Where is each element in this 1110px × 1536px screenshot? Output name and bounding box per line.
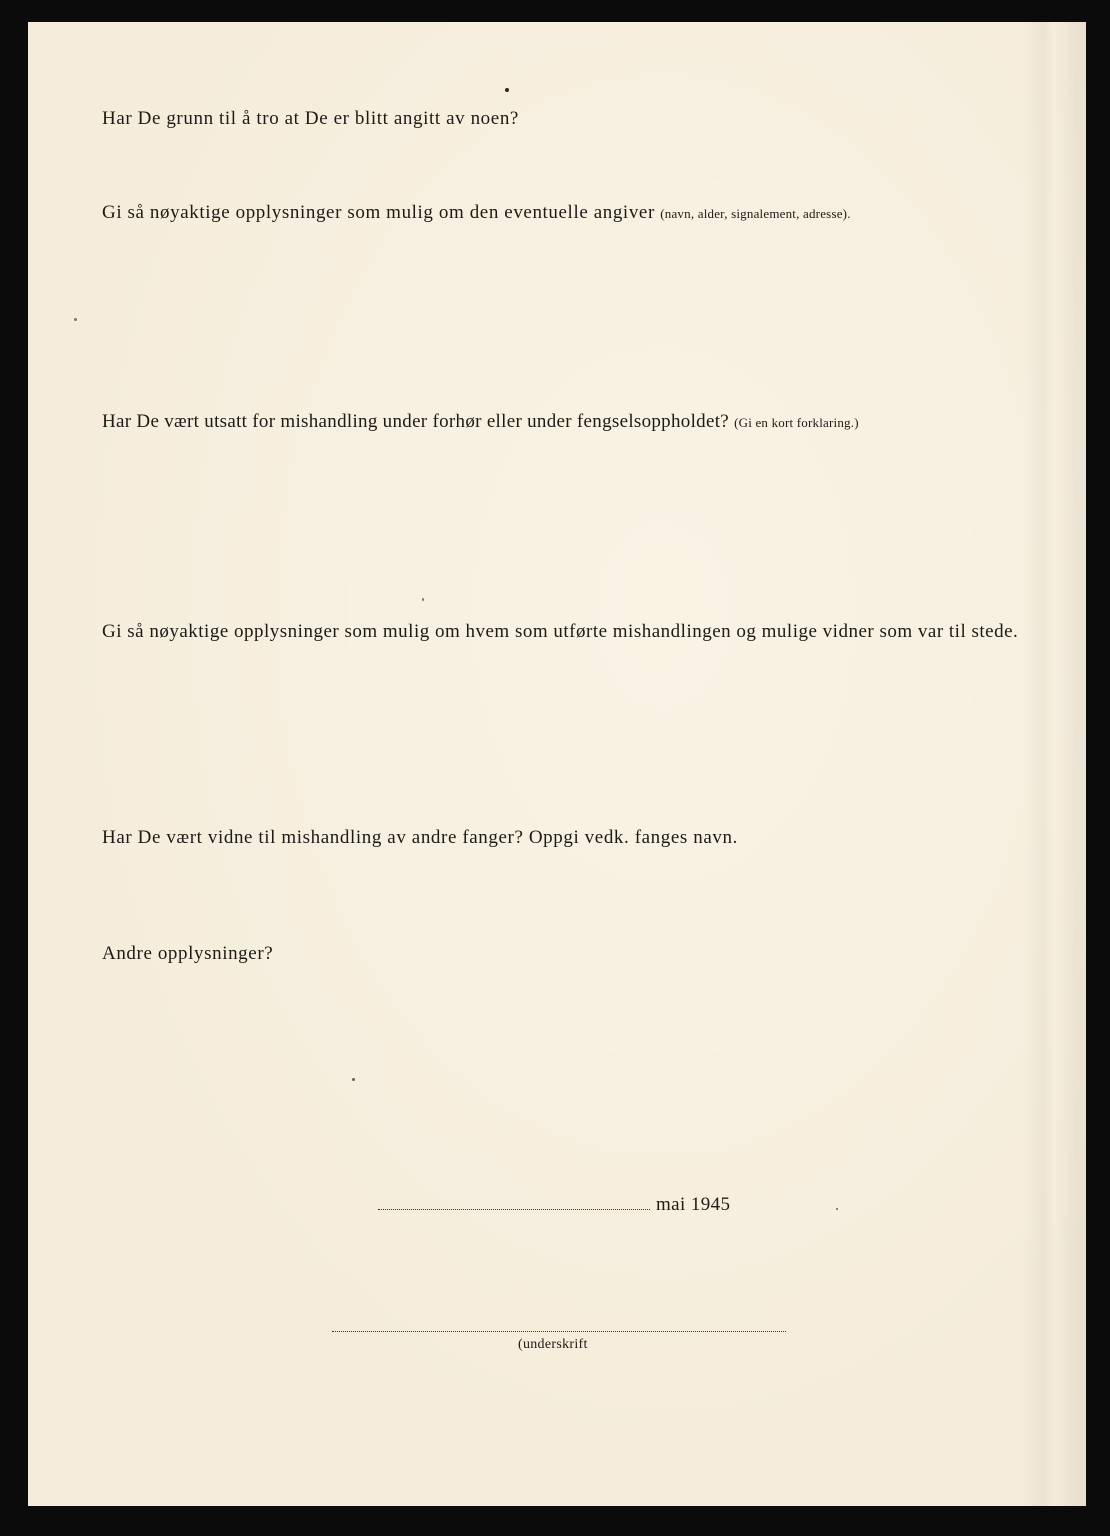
signature-dotted-line[interactable]	[332, 1331, 786, 1332]
question-informant-details	[102, 202, 851, 224]
question-other-info: Andre opplysninger?	[102, 943, 274, 964]
question-mistreatment-text: Har De vært utsatt for mishandling under forhør eller under fengselsoppholdet?	[102, 411, 730, 432]
form-page	[28, 22, 1086, 1506]
question-informant-note: (navn, alder, signalement, adresse).	[660, 206, 851, 221]
question-denounced: Har De grunn til å tro at De er blitt angitt av noen?	[102, 108, 519, 129]
question-perpetrators: Gi så nøyaktige opplysninger som mulig om hvem som utførte mishandlingen og mulige vidner som var til stede.	[102, 621, 1019, 642]
ink-speck	[836, 1208, 838, 1210]
ink-speck	[422, 598, 424, 601]
signature-label: (underskrift	[518, 1337, 588, 1352]
date-label: mai 1945	[656, 1194, 731, 1215]
ink-speck	[74, 318, 77, 321]
date-dotted-line[interactable]	[378, 1209, 650, 1210]
question-mistreatment	[102, 411, 859, 433]
question-mistreatment-note: (Gi en kort forklaring.)	[734, 415, 859, 430]
question-informant-text: Gi så nøyaktige opplysninger som mulig om den eventuelle angiver	[102, 202, 655, 223]
ink-speck	[352, 1078, 355, 1081]
question-witness: Har De vært vidne til mishandling av andre fanger? Oppgi vedk. fanges navn.	[102, 827, 738, 848]
ink-speck	[505, 88, 509, 92]
date-field	[378, 1194, 730, 1216]
